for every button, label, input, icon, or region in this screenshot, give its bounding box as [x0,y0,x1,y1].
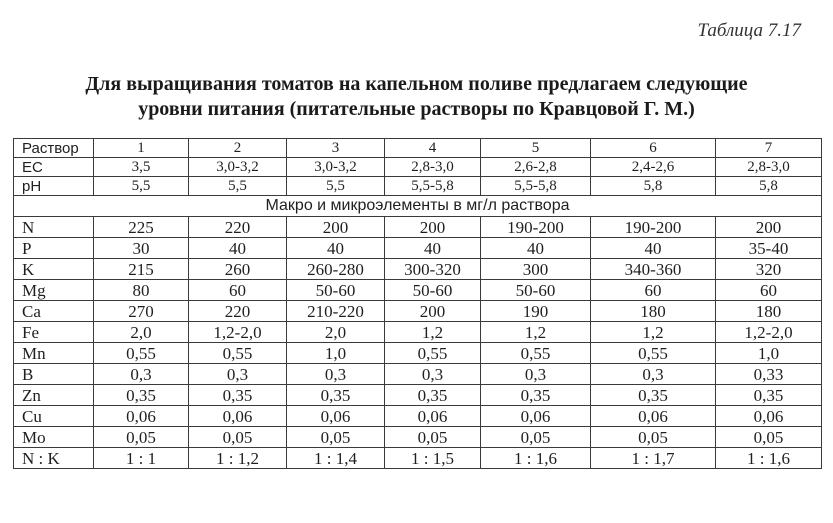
table-cell: 5,8 [591,177,716,196]
table-cell: 3,5 [94,158,189,177]
table-cell: 200 [716,217,822,238]
table-cell: 2,8-3,0 [385,158,481,177]
table-row [14,280,822,301]
table-cell: 1 : 1,7 [591,448,716,469]
table-cell: 1,0 [287,343,385,364]
column-header: 1 [94,139,189,158]
table-cell: 2,6-2,8 [481,158,591,177]
table-cell: 0,35 [385,385,481,406]
title-line-1: Для выращивания томатов на капельном поливе предлагаем следующие [85,73,748,95]
table-cell: 0,35 [189,385,287,406]
table-row [14,217,822,238]
table-cell: 0,55 [189,343,287,364]
row-label: Fe [14,322,94,343]
table-cell: 0,33 [716,364,822,385]
table-cell: 50-60 [385,280,481,301]
table-row [14,301,822,322]
table-cell: 0,05 [716,427,822,448]
table-cell: 1,2 [481,322,591,343]
table-cell: 3,0-3,2 [189,158,287,177]
table-cell: 300 [481,259,591,280]
table-cell: 60 [591,280,716,301]
table-cell: 0,06 [287,406,385,427]
section-title: Макро и микроэлементы в мг/л раствора [14,196,822,217]
table-cell: 1 : 1 [94,448,189,469]
table-cell: 60 [189,280,287,301]
table-row [14,427,822,448]
table-cell: 0,3 [481,364,591,385]
table-cell: 200 [385,217,481,238]
table-cell: 40 [385,238,481,259]
nutrient-table [13,138,822,469]
table-cell: 5,5-5,8 [481,177,591,196]
row-label: B [14,364,94,385]
table-cell: 3,0-3,2 [287,158,385,177]
table-cell: 1 : 1,6 [481,448,591,469]
table-row [14,238,822,259]
table-cell: 1 : 1,4 [287,448,385,469]
table-cell: 320 [716,259,822,280]
table-cell: 260 [189,259,287,280]
table-cell: 30 [94,238,189,259]
row-label: Раствор [14,139,94,158]
table-cell: 0,05 [481,427,591,448]
table-cell: 1 : 1,6 [716,448,822,469]
table-cell: 340-360 [591,259,716,280]
table-cell: 5,5 [94,177,189,196]
table-cell: 1,0 [716,343,822,364]
row-label: pH [14,177,94,196]
table-cell: 0,55 [591,343,716,364]
table-cell: 0,55 [94,343,189,364]
table-cell: 0,35 [591,385,716,406]
table-row [14,158,822,177]
table-cell: 0,55 [481,343,591,364]
table-cell: 270 [94,301,189,322]
row-label: Cu [14,406,94,427]
table-cell: 0,35 [716,385,822,406]
table-cell: 0,05 [287,427,385,448]
table-cell: 0,55 [385,343,481,364]
row-label: Mn [14,343,94,364]
column-header: 6 [591,139,716,158]
table-cell: 50-60 [287,280,385,301]
row-label: K [14,259,94,280]
table-cell: 0,06 [385,406,481,427]
title-line-2: уровни питания (питательные растворы по Кравцовой Г. М.) [138,98,695,120]
row-label: Zn [14,385,94,406]
table-cell: 190 [481,301,591,322]
table-cell: 220 [189,301,287,322]
table-cell: 40 [189,238,287,259]
table-cell: 60 [716,280,822,301]
row-label: Ca [14,301,94,322]
table-cell: 1,2-2,0 [716,322,822,343]
table-cell: 180 [591,301,716,322]
table-cell: 210-220 [287,301,385,322]
table-cell: 0,05 [385,427,481,448]
table-cell: 220 [189,217,287,238]
table-cell: 2,0 [287,322,385,343]
table-cell: 40 [481,238,591,259]
table-cell: 300-320 [385,259,481,280]
table-cell: 0,06 [189,406,287,427]
table-cell: 0,35 [94,385,189,406]
table-cell: 5,5-5,8 [385,177,481,196]
table-cell: 2,0 [94,322,189,343]
table-cell: 1,2-2,0 [189,322,287,343]
table-header-row [14,139,822,158]
table-cell: 0,3 [287,364,385,385]
table-cell: 1 : 1,5 [385,448,481,469]
table-cell: 0,35 [287,385,385,406]
table-cell: 0,3 [591,364,716,385]
table-cell: 5,5 [287,177,385,196]
table-cell: 200 [385,301,481,322]
row-label: P [14,238,94,259]
table-cell: 0,3 [94,364,189,385]
row-label: Mg [14,280,94,301]
table-cell: 50-60 [481,280,591,301]
table-cell: 0,05 [189,427,287,448]
row-label: N [14,217,94,238]
row-label: Mo [14,427,94,448]
section-row [14,196,822,217]
table-row [14,448,822,469]
table-row [14,259,822,280]
table-cell: 0,35 [481,385,591,406]
table-cell: 2,4-2,6 [591,158,716,177]
table-row [14,343,822,364]
table-cell: 200 [287,217,385,238]
table-row [14,322,822,343]
table-cell: 260-280 [287,259,385,280]
table-cell: 1 : 1,2 [189,448,287,469]
row-label: EC [14,158,94,177]
table-cell: 40 [591,238,716,259]
table-cell: 1,2 [385,322,481,343]
table-cell: 1,2 [591,322,716,343]
table-cell: 225 [94,217,189,238]
table-cell: 0,3 [189,364,287,385]
table-cell: 0,06 [94,406,189,427]
table-row [14,385,822,406]
row-label: N : K [14,448,94,469]
table-cell: 0,06 [481,406,591,427]
table-cell: 40 [287,238,385,259]
table-row [14,177,822,196]
column-header: 3 [287,139,385,158]
column-header: 5 [481,139,591,158]
table-cell: 215 [94,259,189,280]
table-cell: 2,8-3,0 [716,158,822,177]
table-cell: 0,05 [591,427,716,448]
column-header: 2 [189,139,287,158]
table-cell: 35-40 [716,238,822,259]
table-row [14,406,822,427]
table-cell: 190-200 [481,217,591,238]
table-cell: 0,06 [591,406,716,427]
table-cell: 5,8 [716,177,822,196]
column-header: 7 [716,139,822,158]
table-cell: 0,06 [716,406,822,427]
table-cell: 180 [716,301,822,322]
page-title [0,72,833,122]
table-cell: 5,5 [189,177,287,196]
table-cell: 0,3 [385,364,481,385]
table-row [14,364,822,385]
table-caption: Таблица 7.17 [697,20,801,41]
column-header: 4 [385,139,481,158]
table-cell: 80 [94,280,189,301]
table-cell: 190-200 [591,217,716,238]
table-cell: 0,05 [94,427,189,448]
